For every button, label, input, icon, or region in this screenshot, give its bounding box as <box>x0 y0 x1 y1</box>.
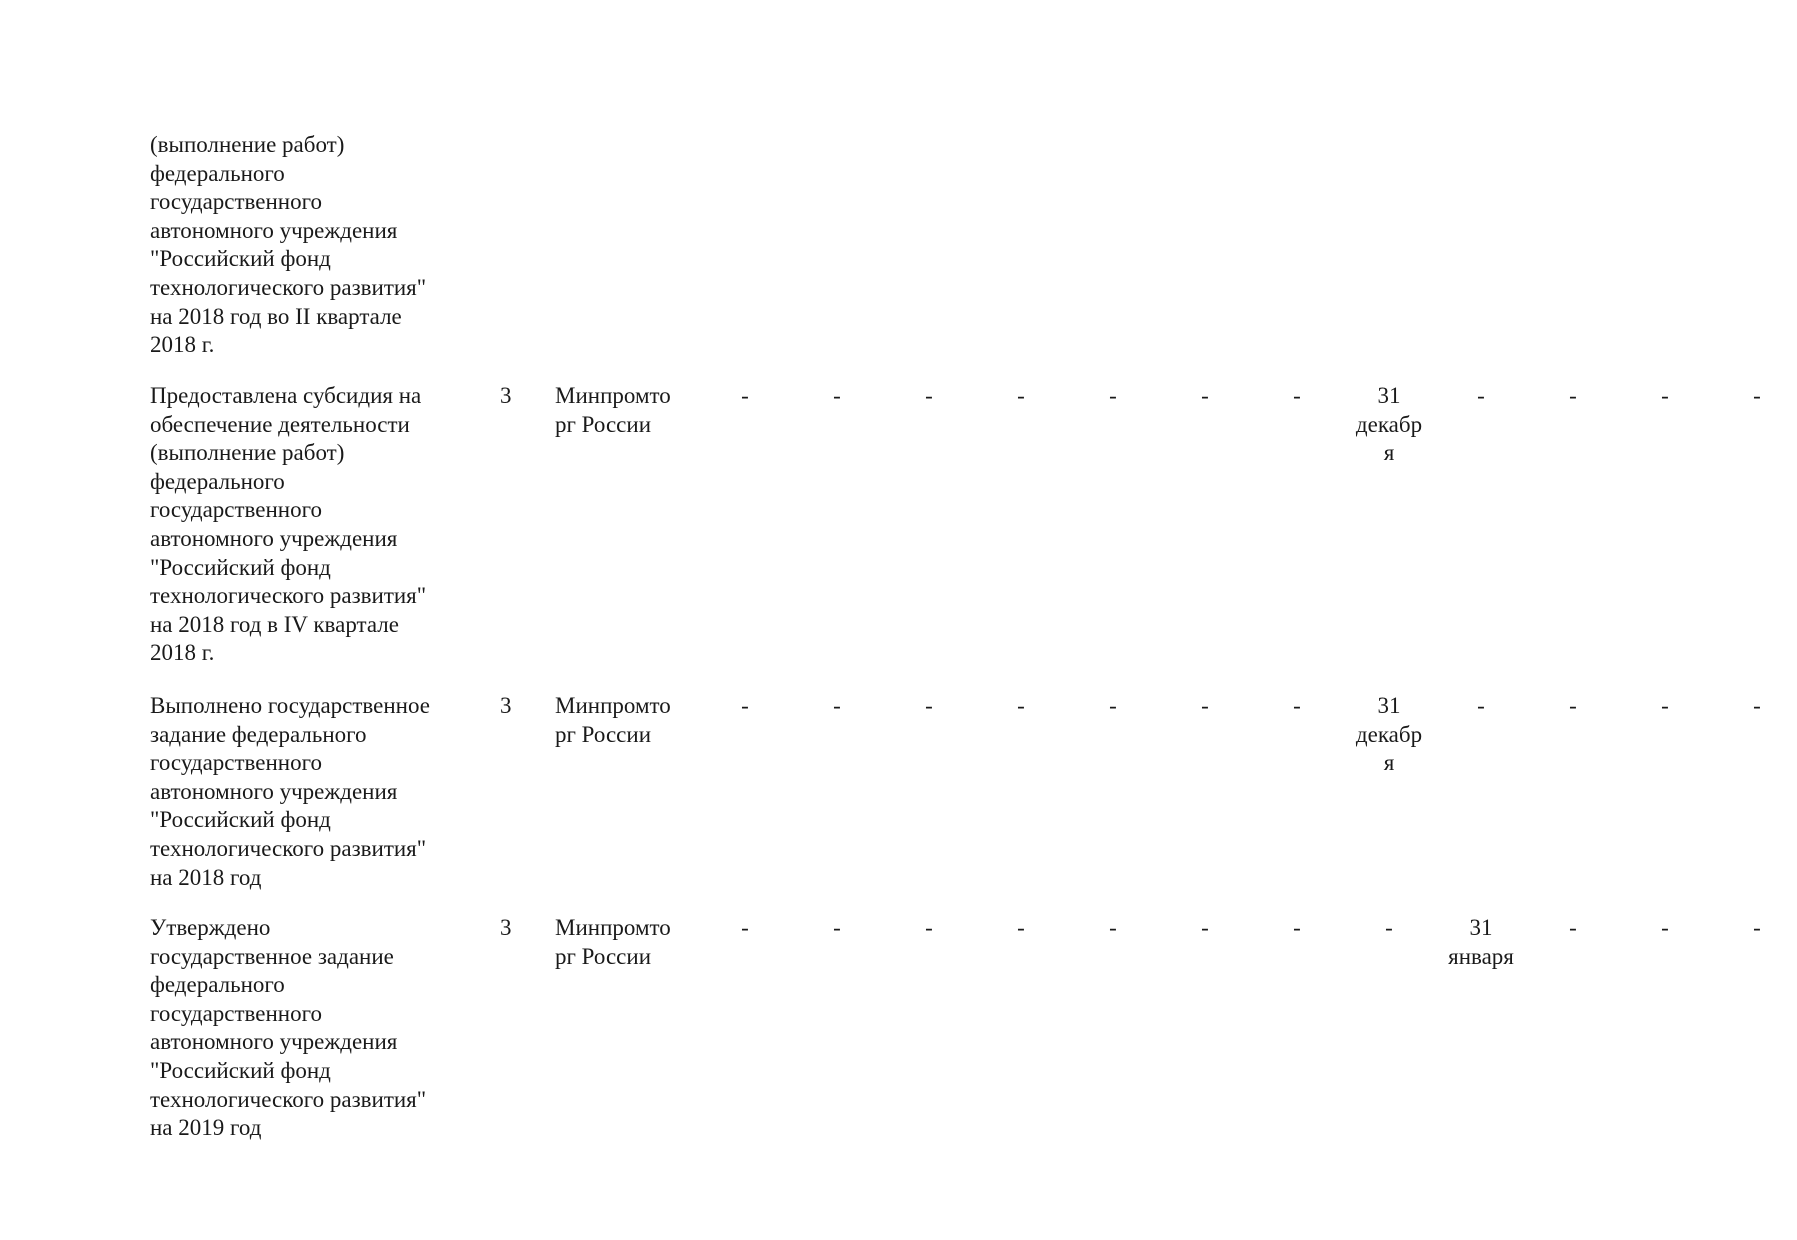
value-cell: - <box>1753 915 1761 940</box>
value-cell: - <box>1661 383 1669 408</box>
value-cell: - <box>833 383 841 408</box>
row-responsible: Минпромто рг России <box>555 693 671 747</box>
value-cell: - <box>1201 693 1209 718</box>
value-cell: - <box>741 915 749 940</box>
value-cell: - <box>1109 693 1117 718</box>
value-cell: - <box>1661 693 1669 718</box>
value-cell: - <box>1661 915 1669 940</box>
value-cell: - <box>741 693 749 718</box>
value-cell: - <box>1753 693 1761 718</box>
row-description: Утверждено государственное задание федерального государственного автономного учреждения "Российский фонд технологического развития" на 2019 год <box>150 915 427 1141</box>
row-description: Предоставлена субсидия на обеспечение деятельности (выполнение работ) федерального государственного автономного учреждения "Российский фонд технологического развития" на 2018 год в IV квартале 2018 г. <box>150 383 427 666</box>
row-number: 3 <box>500 383 512 408</box>
value-cell: - <box>1477 693 1485 718</box>
value-cell: - <box>1293 915 1301 940</box>
value-cell: - <box>1201 383 1209 408</box>
value-cell: - <box>1753 383 1761 408</box>
value-cell: - <box>1017 693 1025 718</box>
value-cell: - <box>833 915 841 940</box>
value-cell: - <box>1017 915 1025 940</box>
value-cell: - <box>1017 383 1025 408</box>
row-number: 3 <box>500 915 512 940</box>
value-cell: - <box>925 383 933 408</box>
row-number: 3 <box>500 693 512 718</box>
row-description: (выполнение работ) федерального государственного автономного учреждения "Российский фонд технологического развития" на 2018 год во II квартале 2018 г. <box>150 132 427 358</box>
value-cell: - <box>1569 693 1577 718</box>
value-cell: - <box>925 915 933 940</box>
value-cell: - <box>1201 915 1209 940</box>
value-cell: - <box>1385 915 1393 940</box>
row-responsible: Минпромто рг России <box>555 383 671 437</box>
value-cell: 31 декабр я <box>1355 693 1423 776</box>
value-cell: - <box>1293 383 1301 408</box>
value-cell: 31 декабр я <box>1355 383 1423 466</box>
value-cell: - <box>925 693 933 718</box>
value-cell: - <box>1569 383 1577 408</box>
value-cell: 31 января <box>1448 915 1514 969</box>
value-cell: - <box>1477 383 1485 408</box>
value-cell: - <box>833 693 841 718</box>
value-cell: - <box>741 383 749 408</box>
row-description: Выполнено государственное задание федерального государственного автономного учреждения "Российский фонд технологического развития" на 2018 год <box>150 693 430 890</box>
value-cell: - <box>1569 915 1577 940</box>
row-responsible: Минпромто рг России <box>555 915 671 969</box>
value-cell: - <box>1293 693 1301 718</box>
value-cell: - <box>1109 915 1117 940</box>
value-cell: - <box>1109 383 1117 408</box>
